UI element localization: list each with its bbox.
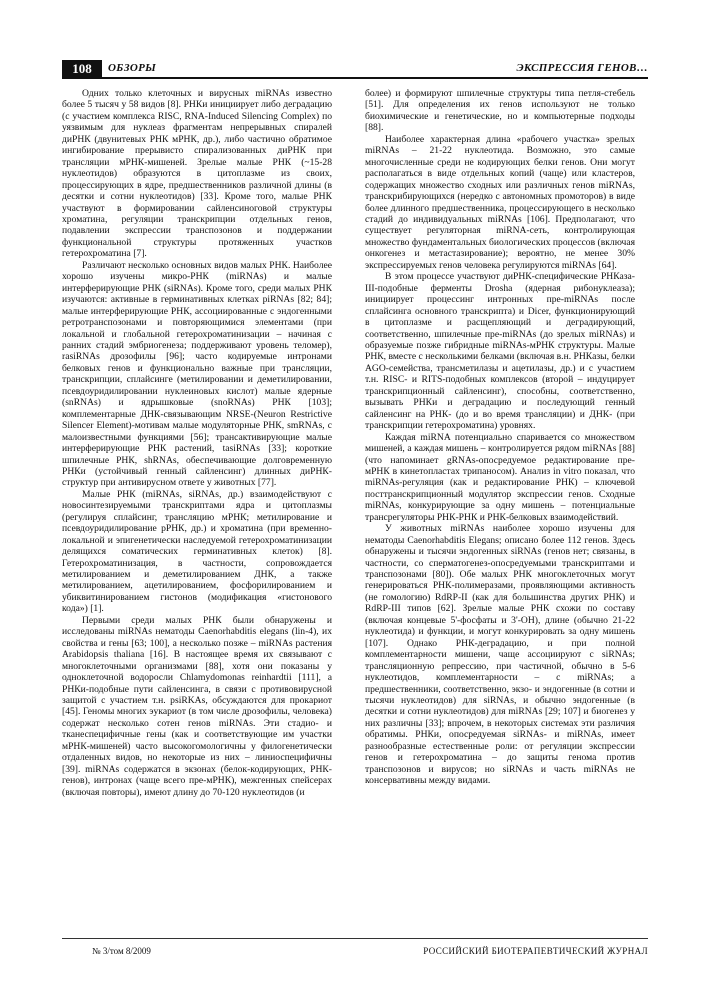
paragraph: Одних только клеточных и вирусных miRNAs известно более 5 тысяч у 58 видов [8]. РНКи инициирует либо деградацию (с участием комплекса RISC, RNA-Induced Silencing Complex) по уязвимым для нуклеаз фрагментам непрерывных спиралей диРНК (двунитевых РНК мРНК, др.), либо частично обратимое ингибирование прерывисто спирализованных диРНК при трансляции мРНК-мишеней. Зрелые малые РНК (~15-28 нуклеотидов) образуются в цитоплазме из своих, процессирующих в ядре, предшественников различной длины (в десятки и сотни нуклеотидов) [33]. Кроме того, малые РНК участвуют в формировании сайленсиноговой структуры хроматина, регуляции транскрипции отдельных генов, подавлении экспрессии транспозонов и поддержании функциональной структуры протяженных участков гетерохроматина [7]. xyxy=(62,88,332,260)
paragraph: Каждая miRNA потенциально спаривается со множеством мишеней, а каждая мишень – контролируется рядом miRNAs [88] (что напоминает gRNAs-опосредуемое редактирование пре-мРНК в кинетопластах трипаносом). Анализ in vitro показал, что miRNAs-регуляция (как и редактирование РНК) – ключевой посттранскрипционный модулятор экспрессии генов. Сходные miRNAs, конкурирующие за одну мишень – потенциальные трансрегуляторы РНК-РНК и РНК-белковых взаимодействий. xyxy=(365,431,635,523)
issue-info: № 3/том 8/2009 xyxy=(92,946,151,956)
paragraph: В этом процессе участвуют диРНК-специфические РНКаза-III-подобные ферменты Drosha (ядерная рибонуклеаза); инициирует процессинг интронных пре-miRNAs после сплайсинга основного транскрипта) и Dicer, функционирующий в цитоплазме и расщепляющий и деградирующий, соответственно, шпилечные пре-miRNAs (до зрелых miRNAs) и образуемые позже гибридные miRNAs-мРНК структуры. Малые РНК, вместе с несколькими белками (включая в.н. РНКазы, белки AGO-семейства, трансметилазы и ацетилазы, др.) и с участием т.н. RISC- и RITS-подобных комплексов (второй – индуцирует транскрипционный сайленсинг), способны, соответственно, вызывать РНКи и деградацию и последующий генный сайленсинг на РНК- (до и во время трансляции) и ДНК- (при транскрипции гетерохроматина) уровнях. xyxy=(365,271,635,432)
page-number: 108 xyxy=(62,60,102,77)
header-rule xyxy=(62,77,648,79)
right-text-column xyxy=(365,88,635,787)
paragraph: Наиболее характерная длина «рабочего участка» зрелых miRNAs – 21-22 нуклеотида. Возможно, это самые многочисленные среди не кодирующих белки генов. Они могут располагаться в виде отдельных копий (чаще) или кластеров, содержащих множество сходных или различных генов miRNAs, транскрибирующихся (нередко с автономных промоторов) в виде более длинного предшественника, процессирующего в несколько стадий до индивидуальных miRNAs [106]. Предполагают, что существует регуляторная miRNA-сеть, контролирующая множество фундаментальных биологических процессов (включая онкогенез и метастазирование); вероятно, не менее 30% экспрессируемых генов человека регулируются miRNAs [64]. xyxy=(365,133,635,271)
section-title-right: ЭКСПРЕССИЯ ГЕНОВ… xyxy=(516,62,648,74)
running-header xyxy=(62,60,648,80)
paragraph: У животных miRNAs наиболее хорошо изучены для нематоды Caenorhabditis Elegans; описано более 112 генов. Здесь обнаружены и тысячи эндогенных siRNAs (генов нет; связаны, в частности, со сперматогенез-опосредуемыми транскриптами и транспозонами [80]). Обе малых РНК многоклеточных могут генерироваться РНК-полимеразами, проявляющими активность (не гомологию) RdRP-II (как для большинства других РНК) и RdRP-III типов [62]. Зрелые малые РНК схожи по составу (включая концевые 5'-фосфаты и 3'-ОН), длине (обычно 21-22 нуклеотида) и функции, и могут конкурировать за одну мишень [107]. Однако РНК-деградацию, и при полной комплементарности мишени, чаще ассоциируют с siRNAs; трансляционную репрессию, при частичной, обычно в 5-6 нуклеотидов, комплементарности – с miRNAs; а предшественники, соответственно, экзо- и эндогенные (в сотни и тысячи нуклеотидов) для siRNAs, и обычно эндогенные (в десятки и сотни нуклеотидов) для miRNAs [29; 107] и биогенез у них различны [33]; впрочем, в некоторых системах эти различия обратимы. РНКи, опосредуемая siRNAs- и miRNAs, имеет разнообразные естественные роли: от регуляции экспрессии генов и гетерохроматина – до защиты генома против транспозонов и вирусов; но siRNAs и часть miRNAs не консервативны между видами. xyxy=(365,523,635,787)
left-text-column xyxy=(62,88,332,798)
paragraph: Различают несколько основных видов малых РНК. Наиболее хорошо изучены микро-РНК (miRNAs) и малые интерферирующие РНК (siRNAs). Кроме того, среди малых РНК изучаются: активные в герминативных клетках piRNAs [82; 84]; малые интерферирующие РНК, ассоциированные с эндогенными ретротранспозонами и повторяющимися элементами (при локальной и глобальной гетерохроматинизации – начиная с ранних стадий эмбриогенеза; поддерживают уровень теломер), rasiRNAs дрозофилы [96]; часто кодируемые интронами белковых генов и функционально важные при трансляции, транскрипции, сплайсинге (метилировании и деметилировании, псевдоуридилировании нуклеиновых кислот) малые ядерные (snRNAs) и ядрышковые (snoRNAs) РНК [103]; комплементарные ДНК-связывающим NRSE-(Neuron Restrictive Silencer Element)-мотивам малые модуляторные РНК, smRNAs, с малоизвестными функциями [56]; трансактивирующие малые интерферирующие РНК растений, tasiRNAs [33]; короткие шпилечные РНК, shRNAs, обеспечивающие долговременную РНКи (устойчивый генный сайленсинг) длинных диРНК-структур при антивирусном ответе у животных [77]. xyxy=(62,259,332,489)
footer-rule xyxy=(62,938,648,939)
paragraph: Первыми среди малых РНК были обнаружены и исследованы miRNAs нематоды Caenorhabditis elegans (lin-4), их свойства и гены [63; 100], а несколько позже – miRNAs растения Arabidopsis thaliana [16]. В настоящее время их связывают с многоклеточными организмами [88], хотя они показаны у одноклеточной водоросли Chlamydomonas reinhardtii [111], а РНКи-подобные пути сайленсинга, в связи с противовирусной защитой с участием т.н. psiRKAs, обсуждаются для прокариот [45]. Геномы многих эукариот (в том числе дрозофилы, человека) содержат несколько сотен генов miRNAs. Эти стадио- и тканеспецифичные гены (как и соответствующие им участки мРНК-мишеней) часто высокогомологичны у филогенетически отдаленных видов, но некоторые из них – линиоспецифичны [39]. miRNAs содержатся в экзонах (белок-кодирующих, РНК-генов), интронах (чаще всего пре-мРНК), межгенных спейсерах (включая повторы), имеют длину до 70-120 нуклеотидов (и xyxy=(62,614,332,798)
paragraph: Малые РНК (miRNAs, siRNAs, др.) взаимодействуют с новосинтезируемыми транскриптами ядра и цитоплазмы (регулируя сплайсинг, трансляцию мРНК; метилирование и псевдоуридилирование рРНК, др.) и хроматина (при временно-локальной и эпигенетически наследуемой гетерохроматинизации делящихся соматических герминативных клеток) [8]. Гетерохроматинизация, в частности, сопровождается метилированием и деметилированием ДНК, а также метилированием, ацетилированием, фосфорилированием и убиквитинированием гистонов (модификация «гистонового кода») [1]. xyxy=(62,488,332,615)
paragraph: более) и формируют шпилечные структуры типа петля-стебель [51]. Для определения их генов используют не только биохимические и генетические, но и компьютерные подходы [88]. xyxy=(365,88,635,134)
journal-name: РОССИЙСКИЙ БИОТЕРАПЕВТИЧЕСКИЙ ЖУРНАЛ xyxy=(423,946,648,956)
section-title-left: ОБЗОРЫ xyxy=(108,62,157,74)
